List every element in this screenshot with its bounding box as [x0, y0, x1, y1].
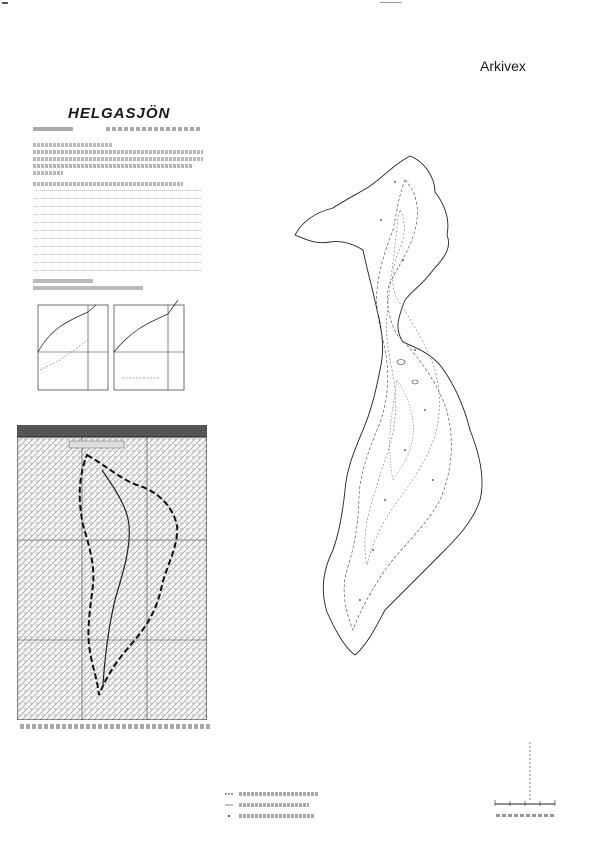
place-label-box: [69, 441, 124, 448]
curve-panel-right: [114, 300, 184, 390]
reference-row: [33, 126, 213, 133]
statistics-table: [33, 185, 203, 290]
legend-row-3: [225, 810, 319, 821]
shoreline: [295, 156, 482, 655]
top-mark: [380, 2, 402, 3]
legend-symbol-2: [225, 802, 233, 808]
depth-contour-outer: [344, 180, 451, 630]
scale-bar-icon: [490, 742, 580, 822]
legend-row-2: [225, 799, 319, 810]
brand-label: Arkivex: [480, 58, 526, 74]
corner-mark: [2, 2, 8, 4]
sounding-points: [359, 181, 434, 601]
depth-curves-chart: [30, 290, 195, 415]
notes-block: [33, 140, 203, 189]
reference-code: [33, 127, 73, 131]
curve-panel-left: [38, 305, 108, 390]
location-map: [17, 425, 207, 720]
legend-row-1: [225, 788, 319, 799]
location-map-caption: [20, 724, 210, 729]
islands: [397, 360, 418, 385]
legend-symbol-1: [225, 791, 233, 797]
location-map-header: [17, 425, 207, 437]
legend: [225, 788, 319, 821]
legend-symbol-3: [225, 813, 233, 819]
lake-depth-map: [285, 150, 510, 690]
reference-detail: [106, 127, 201, 131]
lake-title: HELGASJÖN: [68, 105, 171, 122]
